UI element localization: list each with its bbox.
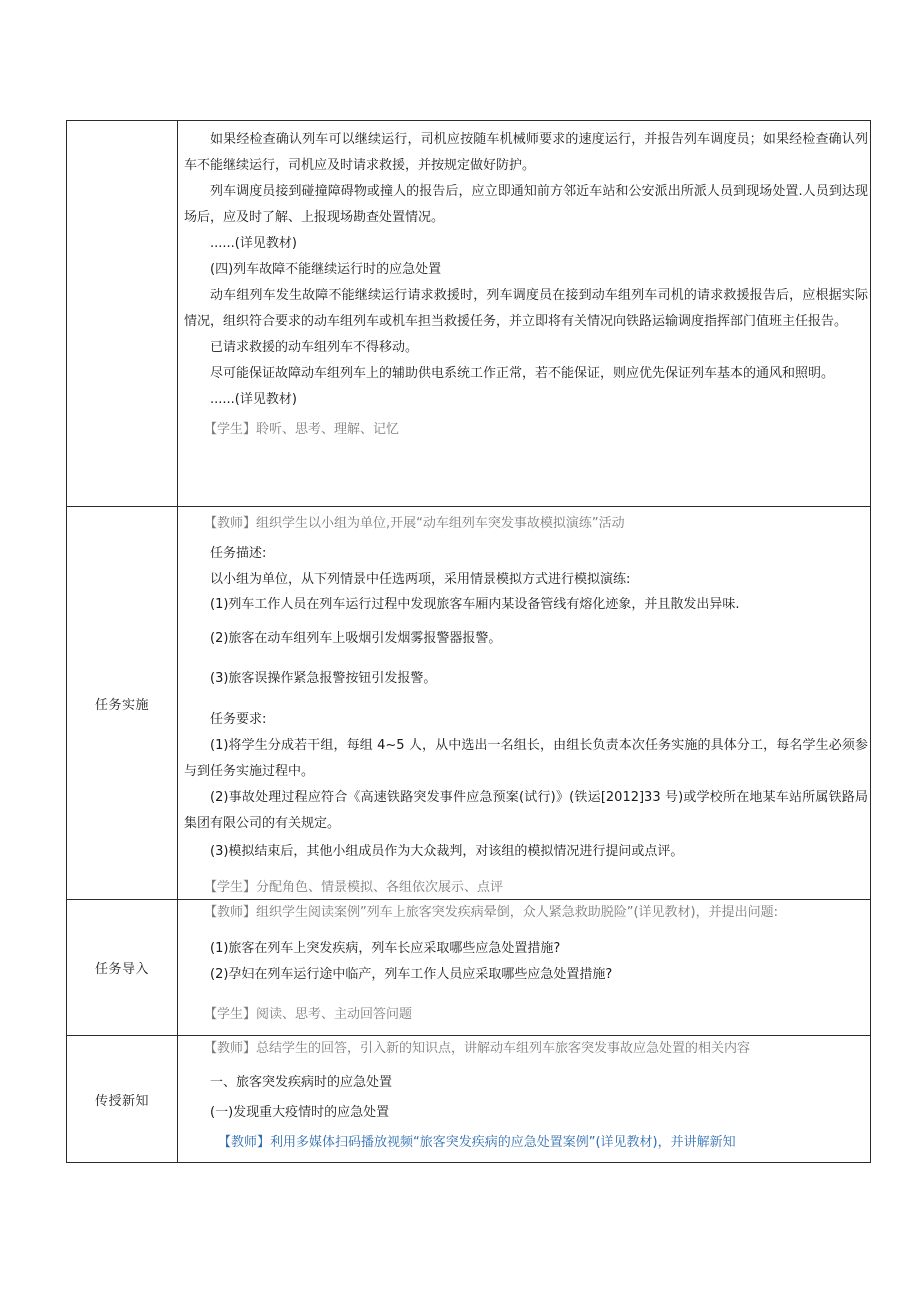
- student-activity: 【学生】聆听、思考、理解、记忆: [204, 422, 400, 437]
- scenario-item: (1)列车工作人员在列车运行过程中发现旅客车厢内某设备管线有熔化迹象，并且散发出异味.: [210, 597, 740, 612]
- paragraph: 如果经检查确认列车可以继续运行，司机应按随车机械师要求的速度运行，并报告列车调度员；如果经检查确认列车不能继续运行，司机应及时请求救援，并按规定做好防护。: [184, 132, 868, 173]
- teacher-activity: 【教师】总结学生的回答，引入新的知识点，讲解动车组列车旅客突发事故应急处置的相关内容: [204, 1041, 751, 1056]
- paragraph: 列车调度员接到碰撞障碍物或撞人的报告后，应立即通知前方邻近车站和公安派出所派人员到现场处置.人员到达现场后，应及时了解、上报现场勘查处置情况。: [184, 184, 868, 225]
- task-desc-intro: 以小组为单位，从下列情景中任选两项，采用情景模拟方式进行模拟演练:: [210, 572, 631, 587]
- question-item: (2)孕妇在列车运行途中临产，列车工作人员应采取哪些应急处置措施?: [210, 967, 613, 982]
- paragraph: ......(详见教材): [210, 236, 297, 251]
- requirement-item: (1)将学生分成若干组，每组 4~5 人，从中选出一名组长，由组长负责本次任务实施的具体分工，每名学生必须参与到任务实施过程中。: [184, 738, 868, 779]
- requirement-item: (2)事故处理过程应符合《高速铁路突发事件应急预案(试行)》(铁运[2012]33 号)或学校所在地某车站所属铁路局集团有限公司的有关规定。: [184, 790, 868, 831]
- table-row: [67, 1036, 871, 1163]
- table-row: [67, 900, 871, 1036]
- student-activity: 【学生】分配角色、情景模拟、各组依次展示、点评: [204, 880, 504, 895]
- paragraph: 已请求救援的动车组列车不得移动。: [210, 340, 419, 355]
- row-label: 传授新知: [67, 1036, 178, 1163]
- student-activity: 【学生】阅读、思考、主动回答问题: [204, 1007, 413, 1022]
- section-heading: 一、旅客突发疾病时的应急处置: [210, 1075, 393, 1090]
- row-content: [178, 1036, 871, 1163]
- table-row: [67, 507, 871, 900]
- subsection-heading: (一)发现重大疫情时的应急处置: [210, 1105, 390, 1120]
- row-label: 任务实施: [67, 507, 178, 900]
- paragraph: 动车组列车发生故障不能继续运行请求救援时，列车调度员在接到动车组列车司机的请求救援报告后，应根据实际情况，组织符合要求的动车组列车或机车担当救援任务，并立即将有关情况向铁路运输调度指挥部门值班主任报告。: [184, 288, 868, 329]
- scenario-item: (3)旅客误操作紧急报警按钮引发报警。: [210, 671, 437, 686]
- lesson-plan-table: [66, 120, 871, 1163]
- row-label: 任务导入: [67, 900, 178, 1036]
- section-heading: (四)列车故障不能继续运行时的应急处置: [210, 262, 442, 277]
- teacher-activity: 【教师】组织学生以小组为单位,开展“动车组列车突发事故模拟演练”活动: [204, 516, 625, 531]
- task-req-title: 任务要求:: [210, 712, 267, 727]
- row-content: [178, 121, 871, 507]
- scenario-item: (2)旅客在动车组列车上吸烟引发烟雾报警器报警。: [210, 631, 502, 646]
- teacher-activity: 【教师】组织学生阅读案例”列车上旅客突发疾病晕倒，众人紧急救助脱险”(详见教材)，并提出问题:: [204, 905, 778, 920]
- paragraph: 尽可能保证故障动车组列车上的辅助供电系统工作正常，若不能保证，则应优先保证列车基本的通风和照明。: [210, 366, 835, 381]
- row-content: [178, 507, 871, 900]
- row-content: [178, 900, 871, 1036]
- paragraph: ......(详见教材): [210, 392, 297, 407]
- requirement-item: (3)模拟结束后，其他小组成员作为大众裁判，对该组的模拟情况进行提问或点评。: [210, 844, 684, 859]
- row-label-empty: [67, 121, 178, 507]
- teacher-activity-video: 【教师】利用多媒体扫码播放视频“旅客突发疾病的应急处置案例”(详见教材)，并讲解新知: [218, 1135, 736, 1150]
- task-desc-title: 任务描述:: [210, 546, 267, 561]
- table-row: [67, 121, 871, 507]
- question-item: (1)旅客在列车上突发疾病，列车长应采取哪些应急处置措施?: [210, 941, 561, 956]
